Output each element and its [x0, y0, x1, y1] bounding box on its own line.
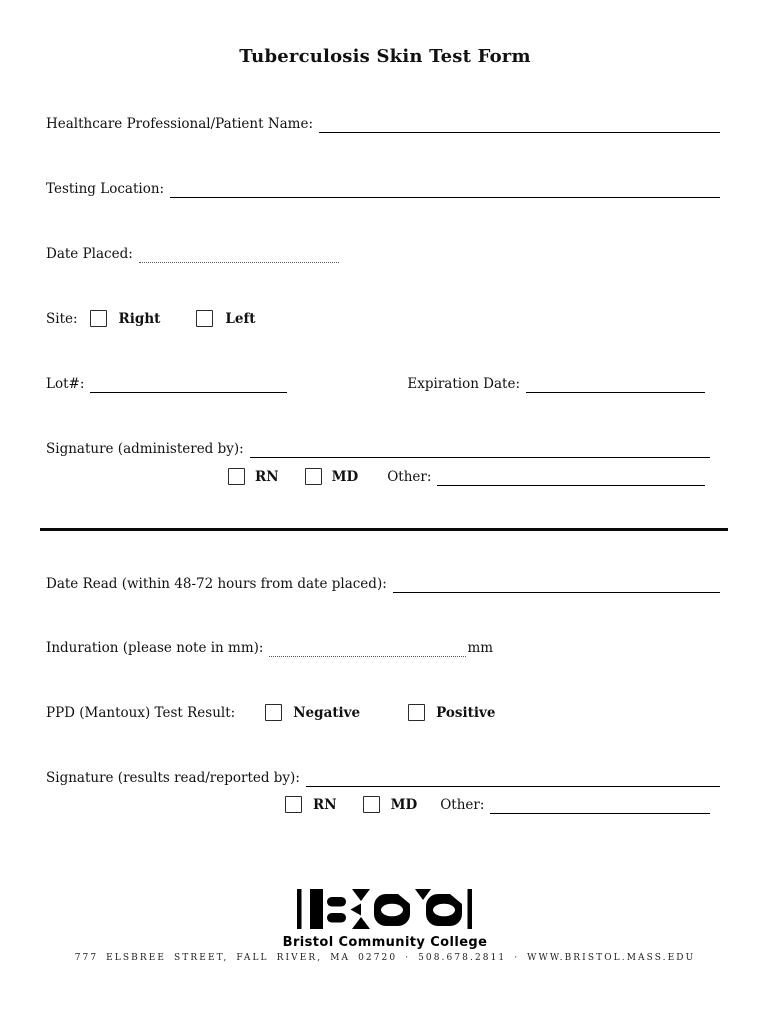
result-negative-label: Negative	[293, 705, 361, 721]
read-other-field[interactable]	[490, 797, 710, 814]
signature-administered-row	[46, 440, 710, 458]
testing-location-field[interactable]	[170, 181, 720, 198]
administered-md-checkbox[interactable]	[305, 468, 322, 485]
date-placed-label: Date Placed:	[46, 246, 133, 262]
lot-field[interactable]	[90, 376, 287, 393]
site-left-label: Left	[225, 311, 256, 327]
read-rn-label: RN	[313, 797, 337, 813]
induration-unit: mm	[467, 640, 494, 656]
administered-rn-label: RN	[255, 469, 279, 485]
induration-label: Induration (please note in mm):	[46, 640, 264, 656]
read-other-label: Other:	[440, 797, 485, 813]
administered-credentials-row	[228, 468, 705, 486]
administered-md-label: MD	[331, 469, 359, 485]
name-label: Healthcare Professional/Patient Name:	[46, 116, 314, 132]
college-name-text: Bristol Community College	[282, 935, 488, 950]
date-placed-row	[46, 245, 720, 263]
result-negative-checkbox[interactable]	[265, 704, 282, 721]
testing-location-row	[46, 180, 720, 198]
site-label: Site:	[46, 311, 78, 327]
date-read-row	[46, 575, 720, 593]
administered-rn-checkbox[interactable]	[228, 468, 245, 485]
read-md-label: MD	[390, 797, 418, 813]
name-row	[46, 115, 720, 133]
date-read-field[interactable]	[393, 576, 720, 593]
expiration-date-label: Expiration Date:	[407, 376, 521, 392]
signature-read-row	[46, 769, 720, 787]
college-logo-block	[0, 886, 770, 950]
site-right-checkbox[interactable]	[90, 310, 107, 327]
ppd-result-row	[46, 704, 720, 722]
address-footer: 777 ELSBREE STREET, FALL RIVER, MA 02720 · 508.678.2811 · WWW.BRISTOL.MASS.EDU	[74, 953, 696, 963]
date-read-label: Date Read (within 48-72 hours from date placed):	[46, 576, 387, 592]
read-md-checkbox[interactable]	[363, 796, 380, 813]
induration-field[interactable]	[269, 640, 466, 657]
result-positive-label: Positive	[436, 705, 496, 721]
name-field[interactable]	[319, 116, 720, 133]
section-divider	[40, 528, 728, 531]
lot-expiration-row	[46, 375, 705, 393]
result-positive-checkbox[interactable]	[408, 704, 425, 721]
signature-read-field[interactable]	[306, 770, 720, 787]
site-right-label: Right	[118, 311, 161, 327]
read-rn-checkbox[interactable]	[285, 796, 302, 813]
administered-other-label: Other:	[387, 469, 432, 485]
signature-administered-label: Signature (administered by):	[46, 441, 244, 457]
read-credentials-row	[285, 796, 710, 814]
date-placed-field[interactable]	[139, 246, 339, 263]
site-left-checkbox[interactable]	[196, 310, 213, 327]
ppd-result-label: PPD (Mantoux) Test Result:	[46, 705, 236, 721]
lot-label: Lot#:	[46, 376, 85, 392]
testing-location-label: Testing Location:	[46, 181, 165, 197]
administered-other-field[interactable]	[437, 469, 705, 486]
induration-row	[46, 639, 720, 657]
bcc-logo-icon	[297, 886, 473, 934]
form-title: Tuberculosis Skin Test Form	[239, 46, 531, 67]
site-row	[46, 310, 720, 328]
expiration-date-field[interactable]	[526, 376, 705, 393]
signature-read-label: Signature (results read/reported by):	[46, 770, 300, 786]
signature-administered-field[interactable]	[250, 441, 710, 458]
